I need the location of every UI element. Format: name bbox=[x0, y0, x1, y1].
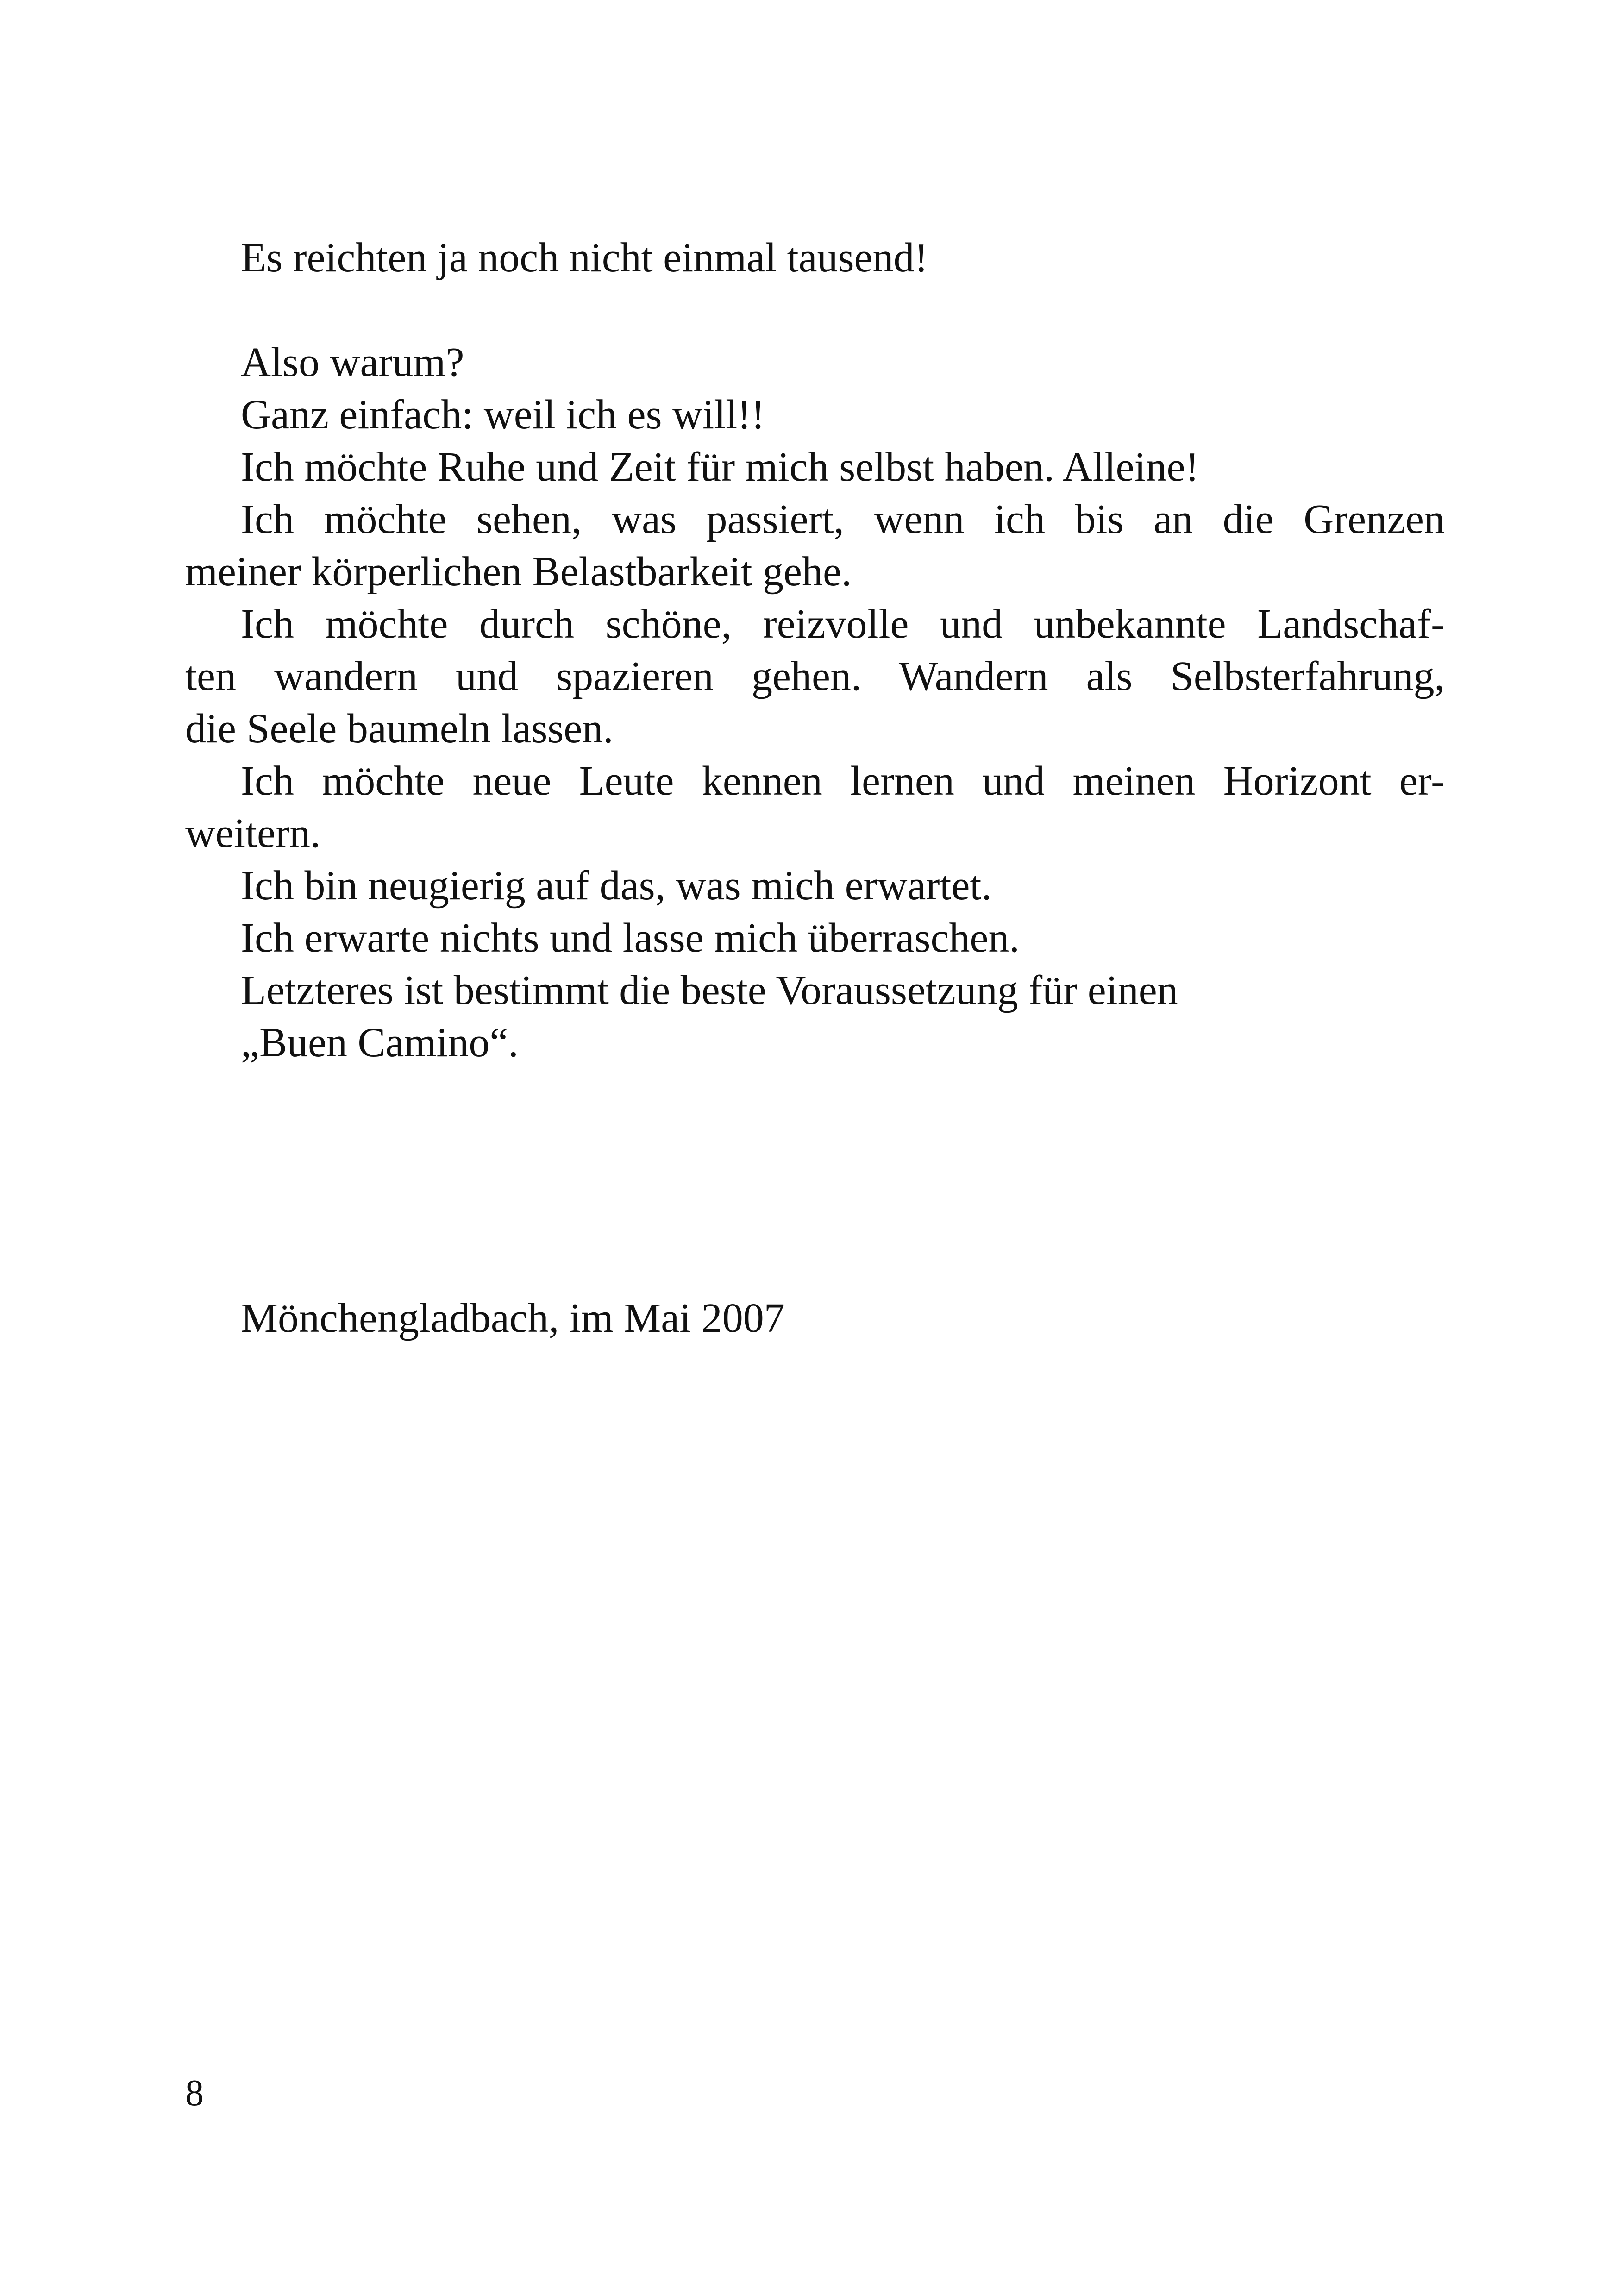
text-line: weitern. bbox=[185, 810, 321, 856]
text-line: Ich möchte durch schöne, reizvolle und unbekannte Landschaf- bbox=[241, 601, 1445, 647]
page-number: 8 bbox=[185, 2073, 204, 2114]
text-line: meiner körperlichen Belastbarkeit gehe. bbox=[185, 549, 852, 595]
text-line: Letzteres ist bestimmt die beste Voraussetzung für einen bbox=[241, 967, 1178, 1013]
text-line: Ganz einfach: weil ich es will!! bbox=[241, 392, 765, 438]
place-date-signature: Mönchengladbach, im Mai 2007 bbox=[241, 1295, 785, 1341]
text-line: „Buen Camino“. bbox=[241, 1020, 519, 1066]
text-line: ten wandern und spazieren gehen. Wandern als Selbsterfahrung, bbox=[185, 653, 1445, 699]
body-text bbox=[185, 232, 1445, 1069]
paragraph-gap bbox=[185, 284, 1445, 336]
text-line: die Seele baumeln lassen. bbox=[185, 706, 614, 752]
text-line: Ich erwarte nichts und lasse mich überraschen. bbox=[241, 915, 1020, 961]
text-line: Ich bin neugierig auf das, was mich erwartet. bbox=[241, 863, 992, 909]
text-line: Ich möchte Ruhe und Zeit für mich selbst haben. Alleine! bbox=[241, 444, 1199, 490]
text-line: Ich möchte neue Leute kennen lernen und meinen Horizont er- bbox=[241, 758, 1445, 804]
text-line: Also warum? bbox=[241, 339, 464, 385]
text-line: Ich möchte sehen, was passiert, wenn ich bis an die Grenzen bbox=[241, 496, 1445, 542]
text-line: Es reichten ja noch nicht einmal tausend! bbox=[241, 235, 928, 281]
